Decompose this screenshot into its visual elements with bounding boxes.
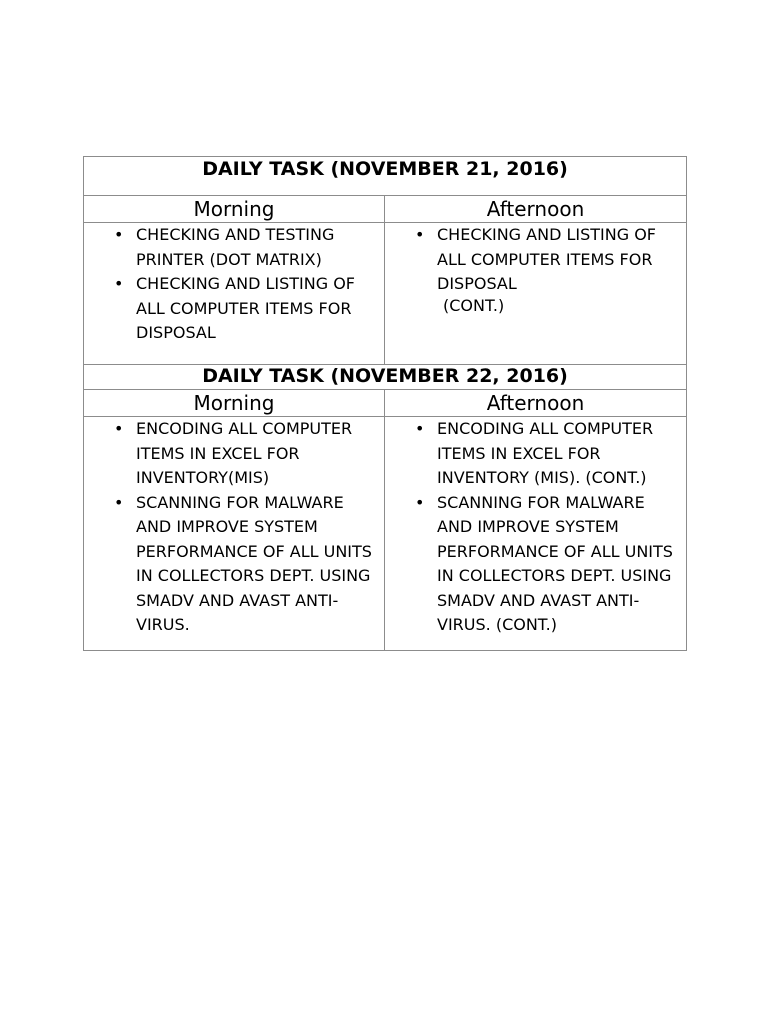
- task-text: ENCODING ALL COMPUTER ITEMS IN EXCEL FOR INVENTORY (MIS). (CONT.): [437, 419, 654, 487]
- task-text: CHECKING AND TESTING PRINTER (DOT MATRIX): [136, 225, 335, 269]
- list-item: [84, 417, 384, 491]
- list-item: [84, 272, 384, 346]
- day-2-title: DAILY TASK (NOVEMBER 22, 2016): [84, 365, 687, 390]
- day-1-morning-header: Morning: [84, 196, 385, 223]
- day-2-afternoon-cell: [385, 417, 687, 651]
- bullet-icon: •: [114, 492, 124, 512]
- day-1-title: DAILY TASK (NOVEMBER 21, 2016): [84, 157, 687, 196]
- continued-note: (CONT.): [443, 295, 505, 315]
- day-2-afternoon-header: Afternoon: [385, 390, 687, 417]
- bullet-icon: •: [415, 419, 425, 438]
- day-2-title-row: [84, 365, 687, 390]
- bullet-icon: •: [415, 492, 425, 512]
- list-item: [84, 491, 384, 638]
- day-1-header-row: [84, 196, 687, 223]
- list-item: [385, 223, 686, 297]
- task-text: ENCODING ALL COMPUTER ITEMS IN EXCEL FOR INVENTORY(MIS): [136, 419, 353, 487]
- bullet-icon: •: [114, 225, 124, 244]
- day-2-afternoon-task-list: [385, 417, 686, 638]
- list-item: [84, 223, 384, 272]
- daily-task-table: [83, 156, 687, 651]
- day-2-morning-cell: [84, 417, 385, 651]
- day-1-afternoon-cell: [385, 223, 687, 365]
- task-text: SCANNING FOR MALWARE AND IMPROVE SYSTEM PERFORMANCE OF ALL UNITS IN COLLECTORS DEPT. USING SMADV AND AVAST ANTI-VIRUS. (CONT.): [437, 492, 673, 634]
- bullet-icon: •: [114, 419, 124, 438]
- day-2-morning-header: Morning: [84, 390, 385, 417]
- day-1-title-row: [84, 157, 687, 196]
- bullet-icon: •: [114, 274, 124, 293]
- task-text: SCANNING FOR MALWARE AND IMPROVE SYSTEM PERFORMANCE OF ALL UNITS IN COLLECTORS DEPT. USING SMADV AND AVAST ANTI-VIRUS.: [136, 492, 372, 634]
- day-1-afternoon-task-list: [385, 223, 686, 297]
- day-2-header-row: [84, 390, 687, 417]
- list-item: [385, 417, 686, 491]
- list-item: [385, 491, 686, 638]
- bullet-icon: •: [415, 225, 425, 244]
- day-1-morning-cell: [84, 223, 385, 365]
- day-1-tasks-row: [84, 223, 687, 365]
- task-text: CHECKING AND LISTING OF ALL COMPUTER ITEMS FOR DISPOSAL: [136, 274, 355, 342]
- day-1-morning-task-list: [84, 223, 384, 346]
- day-2-morning-task-list: [84, 417, 384, 638]
- day-1-afternoon-header: Afternoon: [385, 196, 687, 223]
- day-2-tasks-row: [84, 417, 687, 651]
- task-text: CHECKING AND LISTING OF ALL COMPUTER ITEMS FOR DISPOSAL: [437, 225, 656, 293]
